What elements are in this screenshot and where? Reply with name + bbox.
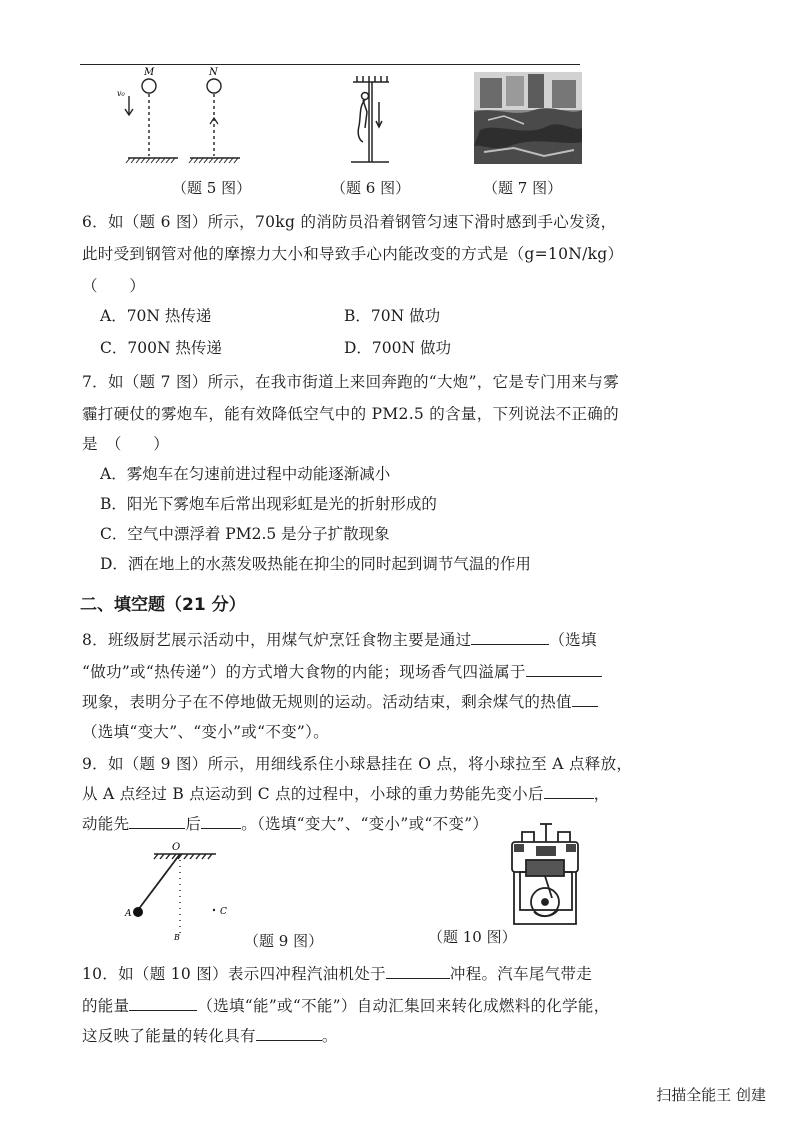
label-c: C bbox=[220, 907, 227, 917]
figure-9-diagram bbox=[118, 838, 238, 942]
q10-line-1 bbox=[82, 962, 592, 984]
q9-blank-3[interactable] bbox=[201, 814, 241, 829]
figure-9-caption: （题 9 图） bbox=[244, 932, 324, 950]
q10-text-3a: 这反映了能量的转化具有 bbox=[82, 1027, 256, 1045]
q10-line-2 bbox=[82, 994, 610, 1016]
q10-line-3 bbox=[82, 1024, 338, 1046]
q9-line-2 bbox=[82, 782, 610, 804]
label-a: A bbox=[125, 909, 132, 919]
q6-line-1: 6．如（题 6 图）所示，70kg 的消防员沿着钢管匀速下滑时感到手心发烫， bbox=[82, 213, 617, 231]
q9-text-3a: 动能先 bbox=[82, 815, 130, 833]
q7-line-2: 霾打硬仗的雾炮车，能有效降低空气中的 PM2.5 的含量，下列说法不正确的 bbox=[82, 405, 619, 423]
q6-option-d: D．700N 做功 bbox=[344, 339, 452, 357]
q9-blank-1[interactable] bbox=[544, 784, 594, 799]
q9-text-3c: 。（选填“变大”、“变小”或“不变”） bbox=[241, 815, 489, 833]
figure-10-engine-diagram bbox=[500, 820, 590, 930]
q10-blank-1[interactable] bbox=[386, 964, 450, 979]
label-b: B bbox=[174, 933, 180, 942]
q9-blank-2[interactable] bbox=[129, 814, 185, 829]
label-o: O bbox=[172, 842, 181, 853]
q8-line-3 bbox=[82, 690, 598, 712]
figure-7-caption: （题 7 图） bbox=[483, 179, 563, 197]
q7-line-1: 7．如（题 7 图）所示，在我市街道上来回奔跑的“大炮”，它是专门用来与雾 bbox=[82, 373, 620, 391]
figure-5-diagram bbox=[108, 66, 248, 172]
q10-text-1b: 冲程。汽车尾气带走 bbox=[449, 965, 593, 983]
q7-line-3: 是 （ ） bbox=[82, 435, 170, 453]
q6-option-c: C．700N 热传递 bbox=[100, 339, 222, 357]
q7-option-d: D．洒在地上的水蒸发吸热能在抑尘的同时起到调节气温的作用 bbox=[100, 555, 531, 573]
q10-blank-2[interactable] bbox=[129, 996, 197, 1011]
q6-option-a: A．70N 热传递 bbox=[100, 307, 212, 325]
figure-6-caption: （题 6 图） bbox=[331, 179, 411, 197]
q8-blank-2[interactable] bbox=[526, 662, 602, 677]
q8-text-3a: 现象，表明分子在不停地做无规则的运动。活动结束，剩余煤气的热值 bbox=[82, 693, 572, 711]
q8-blank-3[interactable] bbox=[572, 692, 598, 707]
q6-option-b: B．70N 做功 bbox=[344, 307, 441, 325]
figure-10-caption: （题 10 图） bbox=[428, 928, 517, 946]
q6-line-2: 此时受到钢管对他的摩擦力大小和导致手心内能改变的方式是（g=10N/kg） bbox=[82, 245, 624, 263]
q7-option-c: C．空气中漂浮着 PM2.5 是分子扩散现象 bbox=[100, 525, 390, 543]
figure-5-caption: （题 5 图） bbox=[172, 179, 252, 197]
q8-line-1 bbox=[82, 628, 597, 650]
scanner-watermark: 扫描全能王 创建 bbox=[656, 1086, 766, 1104]
q9-line-3 bbox=[82, 812, 488, 834]
q10-text-2a: 的能量 bbox=[82, 997, 130, 1015]
section-2-title: 二、填空题（21 分） bbox=[80, 595, 246, 615]
q8-line-4: （选填“变大”、“变小”或“不变”）。 bbox=[82, 723, 329, 741]
q10-text-3b: 。 bbox=[321, 1027, 338, 1045]
q8-text-2a: “做功”或“热传递”）的方式增大食物的内能；现场香气四溢属于 bbox=[82, 663, 526, 681]
q7-option-a: A．雾炮车在匀速前进过程中动能逐渐减小 bbox=[100, 465, 391, 483]
q6-answer-paren: （ ） bbox=[82, 277, 146, 295]
q8-text-1a: 8．班级厨艺展示活动中，用煤气炉烹饪食物主要是通过 bbox=[82, 631, 472, 649]
label-n: N bbox=[209, 67, 218, 78]
label-m: M bbox=[144, 67, 155, 78]
label-v0: v₀ bbox=[117, 89, 125, 98]
q9-text-2a: 从 A 点经过 B 点运动到 C 点的过程中，小球的重力势能先变小后 bbox=[82, 785, 544, 803]
q8-text-1b: （选填 bbox=[549, 631, 597, 649]
q8-line-2 bbox=[82, 660, 602, 682]
q7-option-b: B．阳光下雾炮车后常出现彩虹是光的折射形成的 bbox=[100, 495, 437, 513]
q9-text-2b: ， bbox=[593, 785, 610, 803]
top-rule bbox=[80, 64, 580, 65]
q9-text-3b: 后 bbox=[185, 815, 202, 833]
q10-blank-3[interactable] bbox=[256, 1026, 322, 1041]
q10-text-2b: （选填“能”或“不能”）自动汇集回来转化成燃料的化学能， bbox=[197, 997, 610, 1015]
q9-line-1: 9．如（题 9 图）所示，用细线系住小球悬挂在 O 点，将小球拉至 A 点释放， bbox=[82, 755, 633, 773]
q10-text-1a: 10．如（题 10 图）表示四冲程汽油机处于 bbox=[82, 965, 386, 983]
figure-6-diagram bbox=[345, 72, 395, 172]
q8-blank-1[interactable] bbox=[471, 630, 549, 645]
figure-7-photo bbox=[474, 72, 582, 164]
